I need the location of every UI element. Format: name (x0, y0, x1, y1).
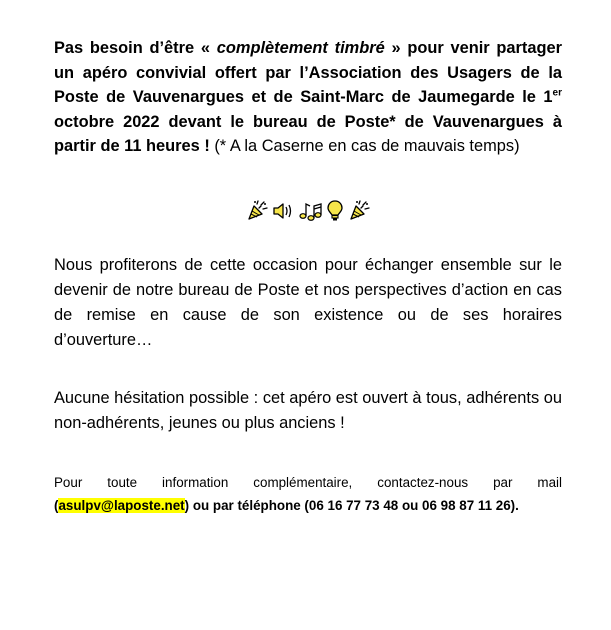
emoji-row (54, 199, 562, 223)
intro-part1: Pas besoin d’être « (54, 39, 217, 57)
discussion-paragraph: Nous profiterons de cette occasion pour échanger ensemble sur le devenir de notre bureau de Poste et nos perspectives d’action en cas de remise en cause de son existence ou de ses horaires d’ouverture… (54, 255, 562, 349)
contact-open-paren: ( (54, 497, 59, 513)
open-to-all-paragraph: Aucune hésitation possible : cet apéro est ouvert à tous, adhérents ou non-adhérents, jeunes ou plus anciens ! (54, 388, 562, 432)
speaker-icon (272, 200, 294, 222)
contact-mid: ) ou par téléphone (184, 497, 305, 513)
intro-part3: octobre 2022 devant le bureau de Poste* de Vauvenargues à partir de 11 heures ! (54, 112, 562, 156)
confetti-icon (246, 200, 268, 222)
confetti-icon (348, 200, 370, 222)
intro-part2: » pour venir partager un apéro convivial offert par l’Association des Usagers de la Poste de Vauvenargues et de Saint-Marc de Jaumegarde le 1 (54, 39, 563, 107)
contact-end: . (515, 497, 519, 513)
contact-paragraph (54, 471, 562, 517)
intro-superscript: er (552, 87, 562, 99)
contact-lead: Pour toute information complémentaire, contactez-nous par mail (54, 474, 562, 490)
invitation-document (54, 36, 562, 517)
music-notes-icon (298, 200, 322, 222)
intro-paragraph (54, 36, 562, 159)
phone-numbers: (06 16 77 73 48 ou 06 98 87 11 26) (304, 497, 516, 513)
intro-note: (* A la Caserne en cas de mauvais temps) (209, 137, 520, 156)
lightbulb-icon (326, 200, 344, 222)
email-link[interactable]: asulpv@laposte.net (58, 497, 185, 513)
intro-emphasis: complètement timbré (216, 39, 385, 57)
